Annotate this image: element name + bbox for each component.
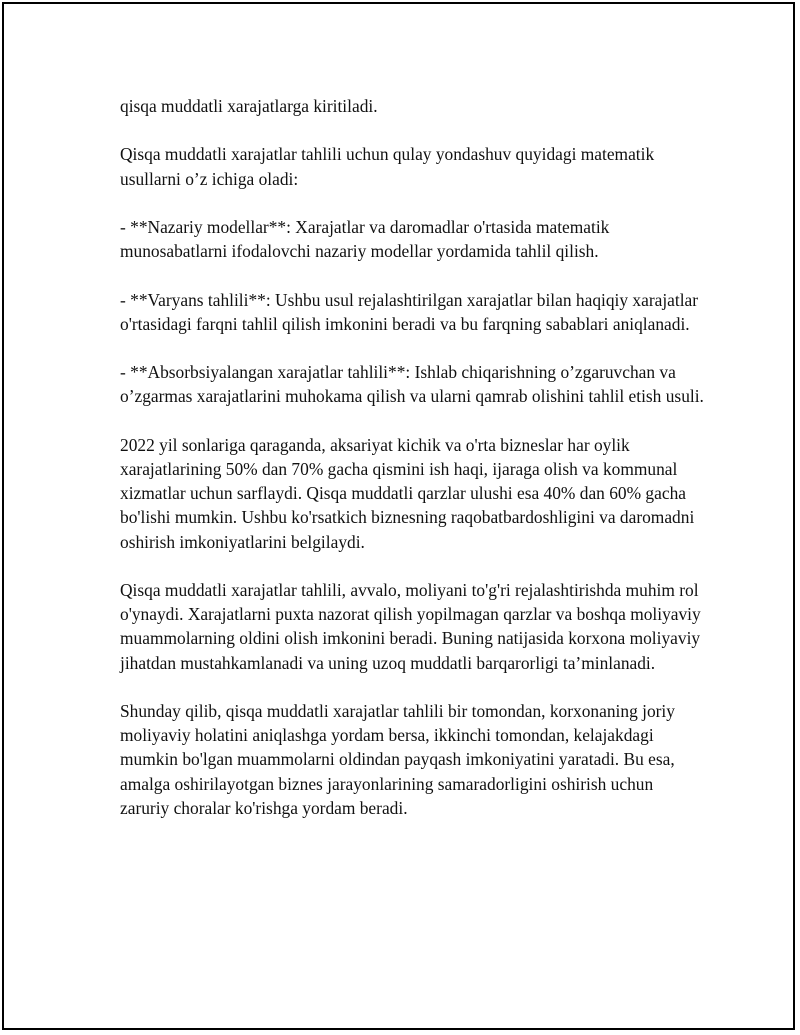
page-frame	[2, 2, 795, 1030]
paragraph-financial-planning: Qisqa muddatli xarajatlar tahlili, avvalo, moliyani to'g'ri rejalashtirishda muhim rol o'ynaydi. Xarajatlarni puxta nazorat qilish yopilmagan qarzlar va boshqa moliyaviy muammolarning oldini olish imkonini beradi. Buning natijasida korxona moliyaviy jihatdan mustahkamlanadi va uning uzoq muddatli barqarorligi ta’minlanadi.	[120, 579, 701, 673]
page-body	[120, 94, 705, 820]
list-item-absorption-costing: - **Absorbsiyalangan xarajatlar tahlili**: Ishlab chiqarishning o’zgaruvchan va o’zgarmas xarajatlarini muhokama qilish va ularni qamrab olishini tahlil etish usuli.	[120, 362, 704, 407]
paragraph-intro-fragment: qisqa muddatli xarajatlarga kiritiladi.	[120, 96, 378, 116]
paragraph-methods-intro: Qisqa muddatli xarajatlar tahlili uchun qulay yondashuv quyidagi matematik usullarni o’z ichiga oladi:	[120, 144, 655, 189]
list-item-theoretical-models: - **Nazariy modellar**: Xarajatlar va daromadlar o'rtasida matematik munosabatlarni ifodalovchi nazariy modellar yordamida tahlil qilish.	[120, 216, 610, 262]
paragraph-statistics-2022: 2022 yil sonlariga qaraganda, aksariyat kichik va o'rta bizneslar har oylik xarajatlarining 50% dan 70% gacha qismini ish haqi, ijaraga olish va kommunal xizmatlar uchun sarflaydi. Qisqa muddatli qarzlar ulushi esa 40% dan 60% gacha bo'lishi mumkin. Ushbu ko'rsatkich biznesning raqobatbardoshligini va daromadni oshirish imkoniyatlarini belgilaydi.	[120, 434, 695, 552]
list-item-variance-analysis: - **Varyans tahlili**: Ushbu usul rejalashtirilgan xarajatlar bilan haqiqiy xarajatlar o'rtasidagi farqni tahlil qilish imkonini beradi va bu farqning sabablari aniqlanadi.	[120, 289, 699, 334]
paragraph-conclusion: Shunday qilib, qisqa muddatli xarajatlar tahlili bir tomondan, korxonaning joriy moliyaviy holatini aniqlashga yordam bersa, ikkinchi tomondan, kelajakdagi mumkin bo'lgan muammolarni oldindan payqash imkoniyatini yaratadi. Bu esa, amalga oshirilayotgan biznes jarayonlarining samaradorligini oshirish uchun zaruriy choralar ko'rishga yordam beradi.	[120, 700, 675, 818]
